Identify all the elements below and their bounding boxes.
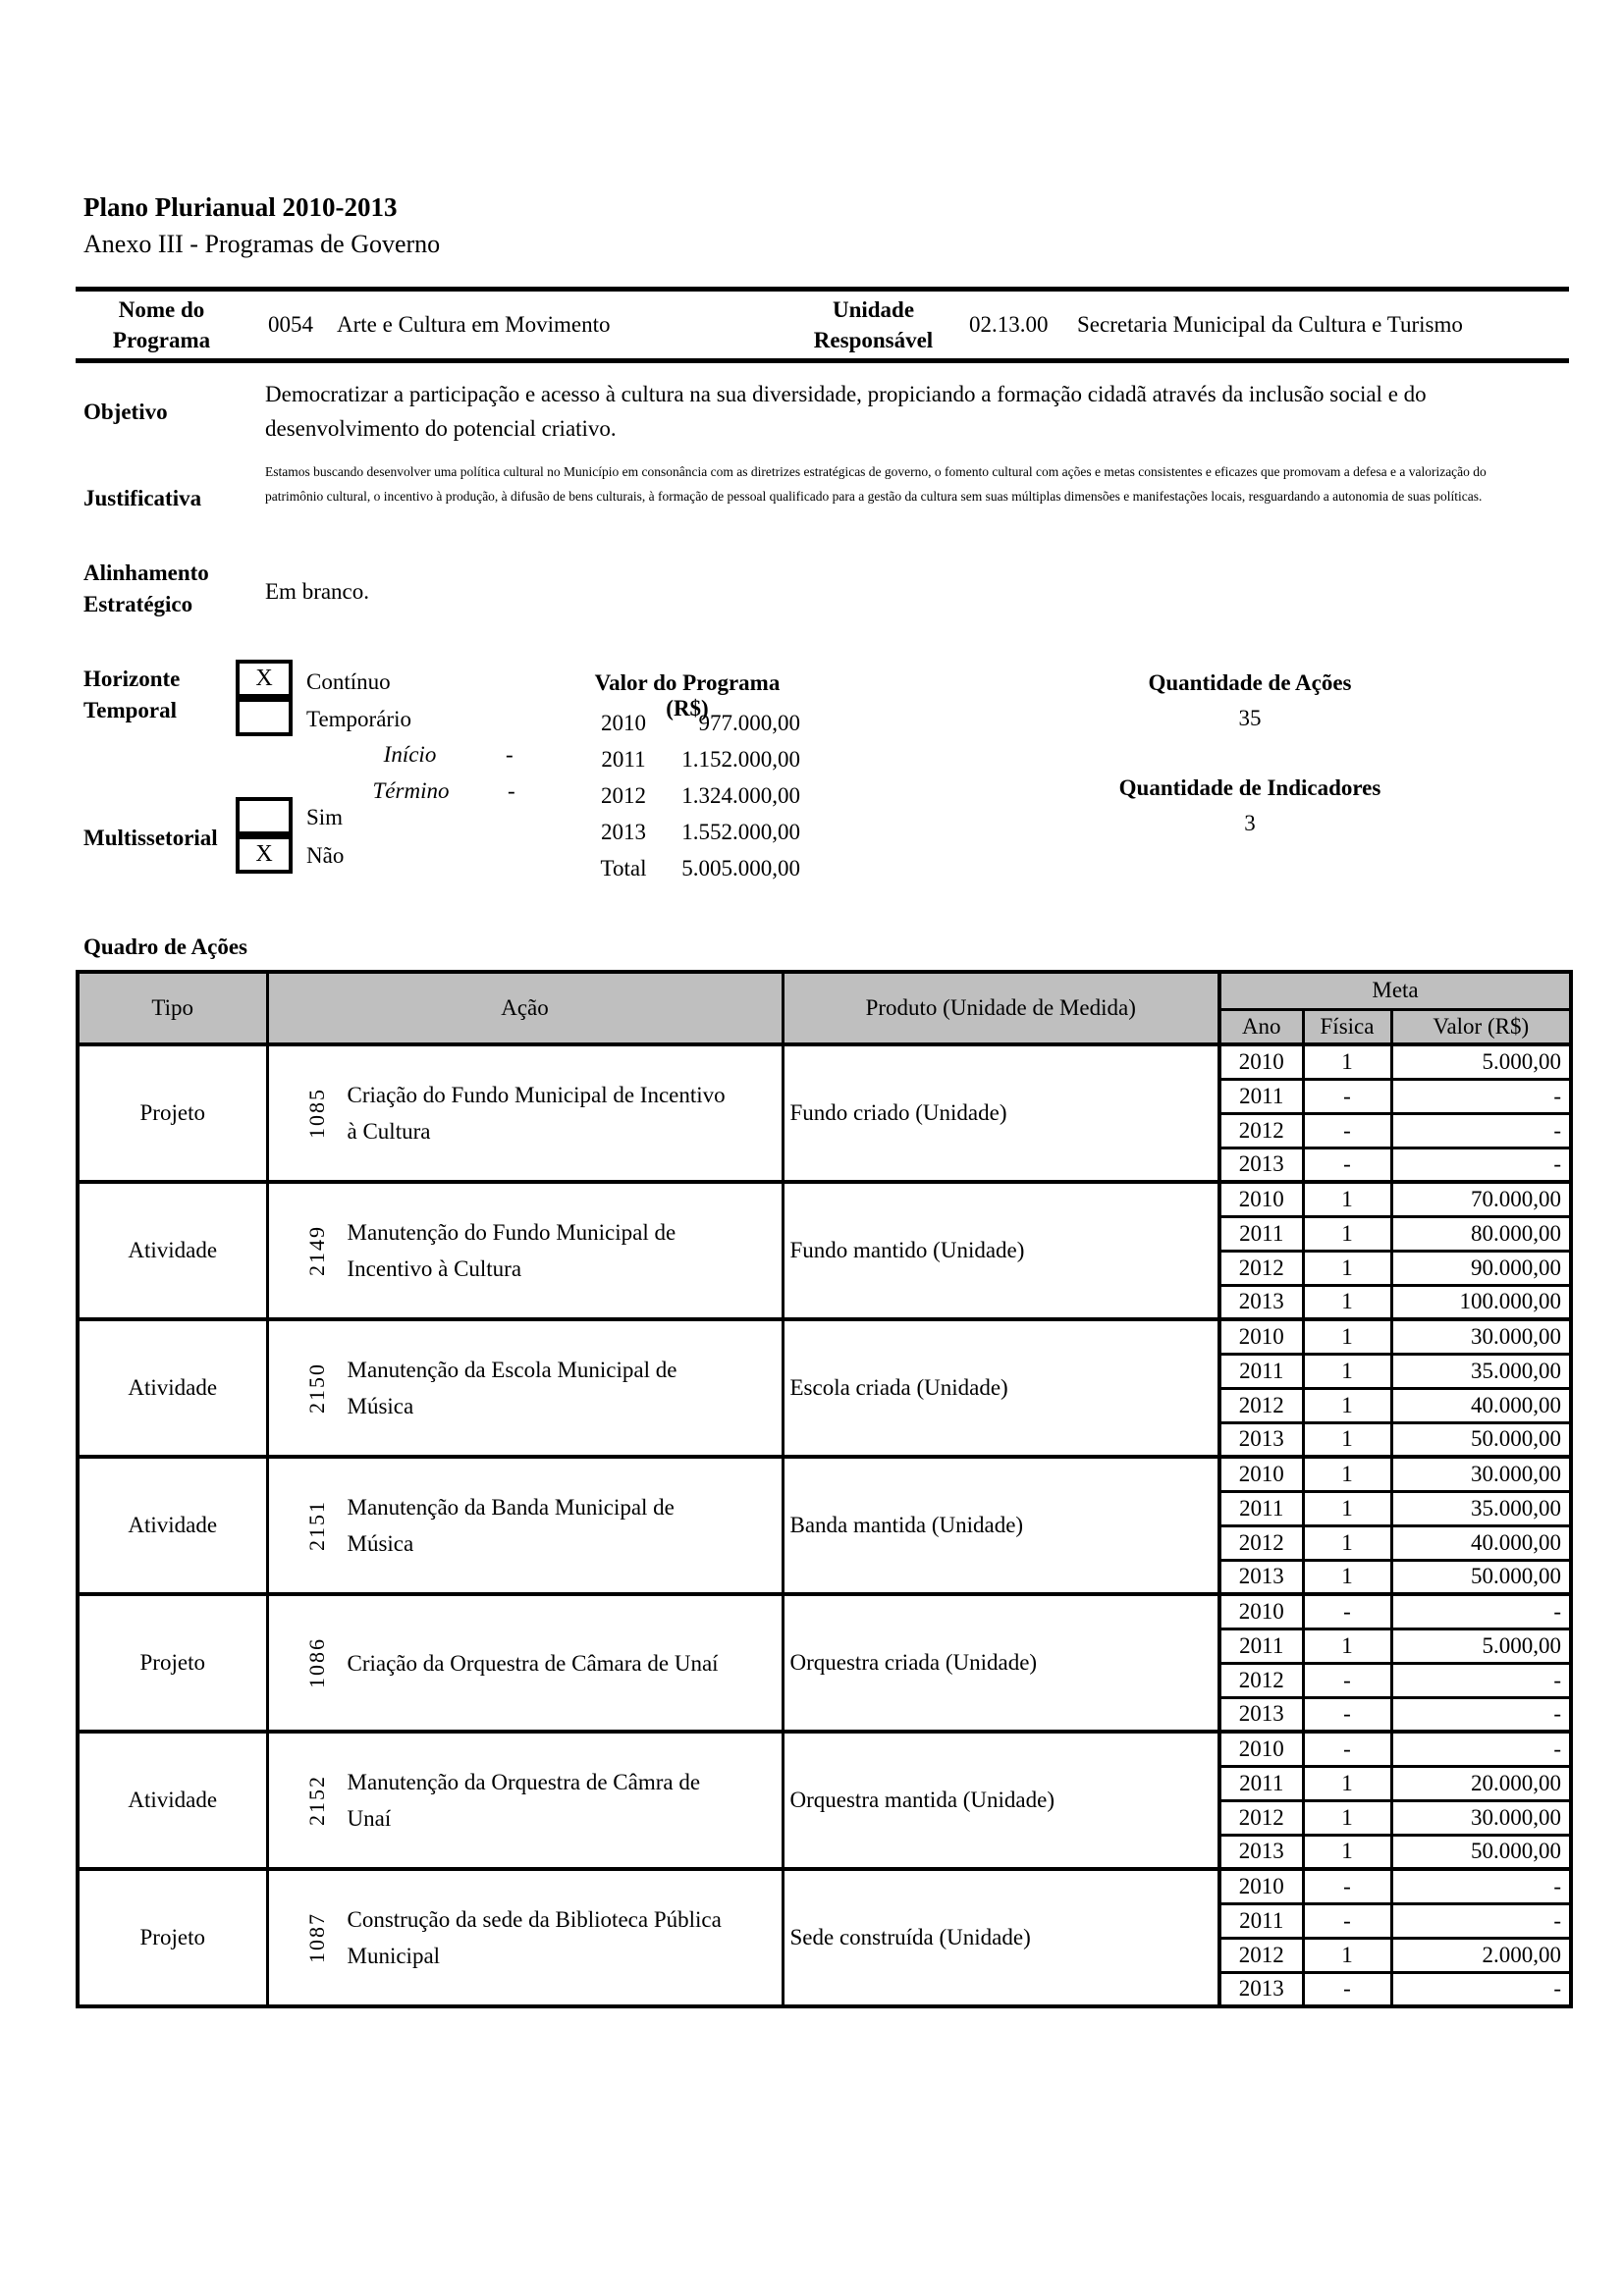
valor-programa-value: 1.324.000,00 bbox=[681, 782, 800, 808]
meta-ano: 2011 bbox=[1219, 1766, 1303, 1800]
temporario-checkbox bbox=[236, 698, 293, 736]
acao-descricao: Manutenção da Escola Municipal de Música bbox=[347, 1358, 677, 1418]
acao-produto: Orquestra criada (Unidade) bbox=[783, 1594, 1219, 1732]
quadro-meta-row bbox=[78, 1319, 1571, 1354]
meta-valor: - bbox=[1391, 1903, 1571, 1938]
multissetorial-label: Multissetorial bbox=[83, 826, 218, 850]
valor-programa-row bbox=[574, 741, 800, 777]
meta-valor: 30.000,00 bbox=[1391, 1457, 1571, 1491]
acao-tipo: Projeto bbox=[78, 1594, 267, 1732]
termino-value: - bbox=[508, 778, 515, 803]
justificativa-label: Justificativa bbox=[83, 486, 202, 510]
meta-ano: 2011 bbox=[1219, 1629, 1303, 1663]
meta-valor: 35.000,00 bbox=[1391, 1354, 1571, 1388]
acao-codigo: 1086 bbox=[303, 1637, 329, 1688]
meta-valor: 50.000,00 bbox=[1391, 1560, 1571, 1594]
quadro-meta-row bbox=[78, 1044, 1571, 1079]
acao-cell bbox=[267, 1869, 783, 2006]
meta-valor: 90.000,00 bbox=[1391, 1251, 1571, 1285]
acao-produto: Fundo mantido (Unidade) bbox=[783, 1182, 1219, 1319]
meta-valor: 20.000,00 bbox=[1391, 1766, 1571, 1800]
meta-fisica: - bbox=[1303, 1697, 1391, 1732]
quadro-meta-row bbox=[78, 1182, 1571, 1216]
meta-valor: 5.000,00 bbox=[1391, 1629, 1571, 1663]
meta-fisica: - bbox=[1303, 1079, 1391, 1113]
meta-fisica: 1 bbox=[1303, 1354, 1391, 1388]
valor-programa-value: 1.152.000,00 bbox=[681, 746, 800, 772]
meta-fisica: - bbox=[1303, 1594, 1391, 1629]
acao-descricao: Criação do Fundo Municipal de Incentivo à Cultura bbox=[347, 1083, 726, 1144]
meta-valor: 50.000,00 bbox=[1391, 1422, 1571, 1457]
meta-ano: 2010 bbox=[1219, 1732, 1303, 1766]
meta-valor: - bbox=[1391, 1697, 1571, 1732]
meta-valor: - bbox=[1391, 1663, 1571, 1697]
acao-tipo: Atividade bbox=[78, 1182, 267, 1319]
program-code: 0054 bbox=[268, 312, 313, 337]
acao-cell bbox=[267, 1594, 783, 1732]
meta-ano: 2012 bbox=[1219, 1113, 1303, 1148]
acao-cell bbox=[267, 1457, 783, 1594]
quadro-acoes-title: Quadro de Ações bbox=[83, 934, 247, 959]
valor-programa-year: Total bbox=[600, 855, 647, 881]
acao-content bbox=[269, 1637, 782, 1688]
valor-programa-year: 2010 bbox=[601, 710, 646, 735]
acao-cell bbox=[267, 1732, 783, 1869]
acao-descricao: Manutenção da Orquestra de Câmra de Unaí bbox=[347, 1770, 701, 1831]
meta-ano: 2013 bbox=[1219, 1148, 1303, 1182]
horizonte-temporal-label: Horizonte Temporal bbox=[83, 667, 181, 723]
meta-valor: - bbox=[1391, 1594, 1571, 1629]
meta-valor: 70.000,00 bbox=[1391, 1182, 1571, 1216]
acao-descricao: Criação da Orquestra de Câmara de Unaí bbox=[347, 1650, 719, 1676]
meta-fisica: 1 bbox=[1303, 1182, 1391, 1216]
meta-ano: 2011 bbox=[1219, 1903, 1303, 1938]
acao-descricao: Manutenção do Fundo Municipal de Incentivo à Cultura bbox=[347, 1220, 676, 1281]
meta-fisica: 1 bbox=[1303, 1216, 1391, 1251]
valor-programa-row bbox=[574, 777, 800, 814]
meta-ano: 2011 bbox=[1219, 1491, 1303, 1525]
program-name-label: Nome do Programa bbox=[112, 296, 211, 352]
valor-programa-value: 1.552.000,00 bbox=[681, 819, 800, 844]
alinhamento-label: Alinhamento Estratégico bbox=[83, 561, 209, 617]
temporario-label: Temporário bbox=[306, 707, 411, 731]
meta-ano: 2013 bbox=[1219, 1422, 1303, 1457]
acao-codigo: 2152 bbox=[303, 1775, 329, 1826]
valor-programa-year: 2011 bbox=[601, 746, 646, 772]
acao-cell bbox=[267, 1319, 783, 1457]
meta-fisica: 1 bbox=[1303, 1766, 1391, 1800]
meta-ano: 2010 bbox=[1219, 1869, 1303, 1903]
quantidade-indicadores-value: 3 bbox=[1244, 811, 1256, 835]
acao-produto: Escola criada (Unidade) bbox=[783, 1319, 1219, 1457]
meta-valor: 50.000,00 bbox=[1391, 1835, 1571, 1869]
meta-fisica: 1 bbox=[1303, 1629, 1391, 1663]
meta-ano: 2010 bbox=[1219, 1594, 1303, 1629]
inicio-label: Início bbox=[383, 742, 437, 767]
meta-fisica: - bbox=[1303, 1113, 1391, 1148]
meta-ano: 2010 bbox=[1219, 1182, 1303, 1216]
valor-programa-value: 5.005.000,00 bbox=[681, 855, 800, 881]
valor-programa-year: 2013 bbox=[601, 819, 646, 844]
meta-valor: - bbox=[1391, 1148, 1571, 1182]
acao-content bbox=[269, 1489, 782, 1562]
meta-ano: 2013 bbox=[1219, 1972, 1303, 2006]
document-subtitle: Anexo III - Programas de Governo bbox=[83, 230, 441, 258]
acao-descricao: Construção da sede da Biblioteca Pública Municipal bbox=[347, 1907, 722, 1968]
meta-fisica: 1 bbox=[1303, 1422, 1391, 1457]
column-header-acao: Ação bbox=[267, 972, 783, 1044]
meta-fisica: 1 bbox=[1303, 1560, 1391, 1594]
acao-content bbox=[269, 1214, 782, 1287]
nao-label: Não bbox=[306, 843, 345, 868]
inicio-value: - bbox=[506, 742, 514, 767]
meta-ano: 2012 bbox=[1219, 1800, 1303, 1835]
meta-fisica: 1 bbox=[1303, 1285, 1391, 1319]
alinhamento-text: Em branco. bbox=[265, 579, 370, 604]
responsible-unit-label: Unidade Responsável bbox=[813, 296, 934, 352]
quadro-acoes-table bbox=[76, 970, 1573, 2008]
valor-programa-value: 977.000,00 bbox=[698, 710, 800, 735]
acao-content bbox=[269, 1352, 782, 1424]
program-name: Arte e Cultura em Movimento bbox=[337, 312, 611, 337]
acao-produto: Sede construída (Unidade) bbox=[783, 1869, 1219, 2006]
quadro-body bbox=[78, 1044, 1571, 2006]
acao-descricao: Manutenção da Banda Municipal de Música bbox=[347, 1495, 675, 1556]
meta-fisica: - bbox=[1303, 1972, 1391, 2006]
quantidade-indicadores-label: Quantidade de Indicadores bbox=[1118, 775, 1381, 800]
meta-ano: 2011 bbox=[1219, 1216, 1303, 1251]
meta-valor: 40.000,00 bbox=[1391, 1525, 1571, 1560]
meta-fisica: 1 bbox=[1303, 1525, 1391, 1560]
valor-programa-row bbox=[574, 814, 800, 850]
meta-valor: 30.000,00 bbox=[1391, 1319, 1571, 1354]
acao-tipo: Atividade bbox=[78, 1319, 267, 1457]
document-title: Plano Plurianual 2010-2013 bbox=[83, 192, 398, 222]
acao-tipo: Atividade bbox=[78, 1732, 267, 1869]
meta-fisica: 1 bbox=[1303, 1251, 1391, 1285]
meta-fisica: 1 bbox=[1303, 1800, 1391, 1835]
meta-ano: 2010 bbox=[1219, 1457, 1303, 1491]
meta-ano: 2010 bbox=[1219, 1044, 1303, 1079]
sim-label: Sim bbox=[306, 805, 344, 829]
quantidade-acoes-value: 35 bbox=[1238, 706, 1262, 730]
program-header-bar bbox=[76, 287, 1569, 363]
meta-fisica: 1 bbox=[1303, 1491, 1391, 1525]
meta-ano: 2011 bbox=[1219, 1354, 1303, 1388]
valor-programa-block bbox=[574, 670, 800, 886]
meta-ano: 2012 bbox=[1219, 1251, 1303, 1285]
meta-ano: 2012 bbox=[1219, 1388, 1303, 1422]
acao-cell bbox=[267, 1182, 783, 1319]
valor-programa-rows bbox=[574, 705, 800, 886]
acao-codigo: 2150 bbox=[303, 1362, 329, 1414]
acao-tipo: Projeto bbox=[78, 1044, 267, 1182]
meta-valor: - bbox=[1391, 1869, 1571, 1903]
meta-valor: 100.000,00 bbox=[1391, 1285, 1571, 1319]
acao-cell bbox=[267, 1044, 783, 1182]
meta-ano: 2013 bbox=[1219, 1560, 1303, 1594]
objetivo-label: Objetivo bbox=[83, 400, 168, 424]
acao-tipo: Projeto bbox=[78, 1869, 267, 2006]
meta-ano: 2011 bbox=[1219, 1079, 1303, 1113]
column-header-meta: Meta bbox=[1219, 972, 1571, 1009]
column-header-tipo: Tipo bbox=[78, 972, 267, 1044]
acao-produto: Fundo criado (Unidade) bbox=[783, 1044, 1219, 1182]
objetivo-text: Democratizar a participação e acesso à cultura na sua diversidade, propiciando a formação cidadã através da inclusão social e do desenvolvimento do potencial criativo. bbox=[265, 382, 1427, 441]
continuo-checkbox bbox=[236, 660, 293, 698]
quadro-meta-row bbox=[78, 1869, 1571, 1903]
meta-valor: - bbox=[1391, 1972, 1571, 2006]
quadro-meta-row bbox=[78, 1594, 1571, 1629]
acao-content bbox=[269, 1764, 782, 1837]
acao-produto: Banda mantida (Unidade) bbox=[783, 1457, 1219, 1594]
continuo-label: Contínuo bbox=[306, 669, 391, 694]
acao-codigo: 2151 bbox=[303, 1500, 329, 1551]
meta-valor: - bbox=[1391, 1113, 1571, 1148]
acao-codigo: 1087 bbox=[303, 1912, 329, 1963]
meta-valor: - bbox=[1391, 1079, 1571, 1113]
responsible-unit-code: 02.13.00 bbox=[969, 312, 1049, 337]
meta-fisica: 1 bbox=[1303, 1835, 1391, 1869]
meta-fisica: - bbox=[1303, 1869, 1391, 1903]
meta-fisica: 1 bbox=[1303, 1319, 1391, 1354]
column-header-ano: Ano bbox=[1219, 1009, 1303, 1044]
meta-fisica: 1 bbox=[1303, 1044, 1391, 1079]
meta-fisica: 1 bbox=[1303, 1457, 1391, 1491]
meta-ano: 2012 bbox=[1219, 1663, 1303, 1697]
column-header-fisica: Física bbox=[1303, 1009, 1391, 1044]
quantidade-acoes-block bbox=[1083, 670, 1417, 731]
meta-ano: 2012 bbox=[1219, 1938, 1303, 1972]
nao-checkbox bbox=[236, 835, 293, 874]
meta-valor: 35.000,00 bbox=[1391, 1491, 1571, 1525]
acao-tipo: Atividade bbox=[78, 1457, 267, 1594]
acao-codigo: 2149 bbox=[303, 1225, 329, 1276]
meta-valor: 5.000,00 bbox=[1391, 1044, 1571, 1079]
meta-ano: 2013 bbox=[1219, 1285, 1303, 1319]
meta-valor: 40.000,00 bbox=[1391, 1388, 1571, 1422]
acao-content bbox=[269, 1077, 782, 1149]
quadro-meta-row bbox=[78, 1457, 1571, 1491]
valor-programa-year: 2012 bbox=[601, 782, 646, 808]
meta-fisica: 1 bbox=[1303, 1938, 1391, 1972]
valor-programa-title: Valor do Programa (R$) bbox=[594, 670, 781, 721]
quadro-meta-row bbox=[78, 1732, 1571, 1766]
sim-checkbox bbox=[236, 797, 293, 835]
meta-valor: 30.000,00 bbox=[1391, 1800, 1571, 1835]
meta-fisica: - bbox=[1303, 1148, 1391, 1182]
meta-fisica: - bbox=[1303, 1732, 1391, 1766]
meta-ano: 2010 bbox=[1219, 1319, 1303, 1354]
column-header-valor: Valor (R$) bbox=[1391, 1009, 1571, 1044]
meta-fisica: - bbox=[1303, 1663, 1391, 1697]
meta-valor: - bbox=[1391, 1732, 1571, 1766]
continuo-checkbox-mark: X bbox=[255, 666, 273, 691]
column-header-produto: Produto (Unidade de Medida) bbox=[783, 972, 1219, 1044]
acao-codigo: 1085 bbox=[303, 1088, 329, 1139]
termino-label: Término bbox=[372, 778, 450, 803]
valor-programa-row bbox=[574, 705, 800, 741]
valor-programa-row bbox=[574, 850, 800, 886]
meta-ano: 2012 bbox=[1219, 1525, 1303, 1560]
justificativa-text: Estamos buscando desenvolver uma política cultural no Município em consonância com as diretrizes estratégicas de governo, o fomento cultural com ações e metas consistentes e eficazes que promovam a defesa e a valorização do patrimônio cultural, o incentivo à produção, à difusão de bens culturais, à formação de pessoal qualificado para a gestão da cultura sem suas múltiplas dimensões e manifestações locais, resguardando a autonomia de suas políticas. bbox=[265, 464, 1487, 504]
meta-fisica: 1 bbox=[1303, 1388, 1391, 1422]
meta-valor: 2.000,00 bbox=[1391, 1938, 1571, 1972]
acao-produto: Orquestra mantida (Unidade) bbox=[783, 1732, 1219, 1869]
responsible-unit-name: Secretaria Municipal da Cultura e Turismo bbox=[1077, 312, 1463, 337]
meta-ano: 2013 bbox=[1219, 1697, 1303, 1732]
meta-valor: 80.000,00 bbox=[1391, 1216, 1571, 1251]
quantidade-acoes-label: Quantidade de Ações bbox=[1148, 670, 1352, 695]
acao-content bbox=[269, 1901, 782, 1974]
meta-fisica: - bbox=[1303, 1903, 1391, 1938]
nao-checkbox-mark: X bbox=[255, 841, 273, 867]
quantidade-indicadores-block bbox=[1083, 775, 1417, 836]
meta-ano: 2013 bbox=[1219, 1835, 1303, 1869]
